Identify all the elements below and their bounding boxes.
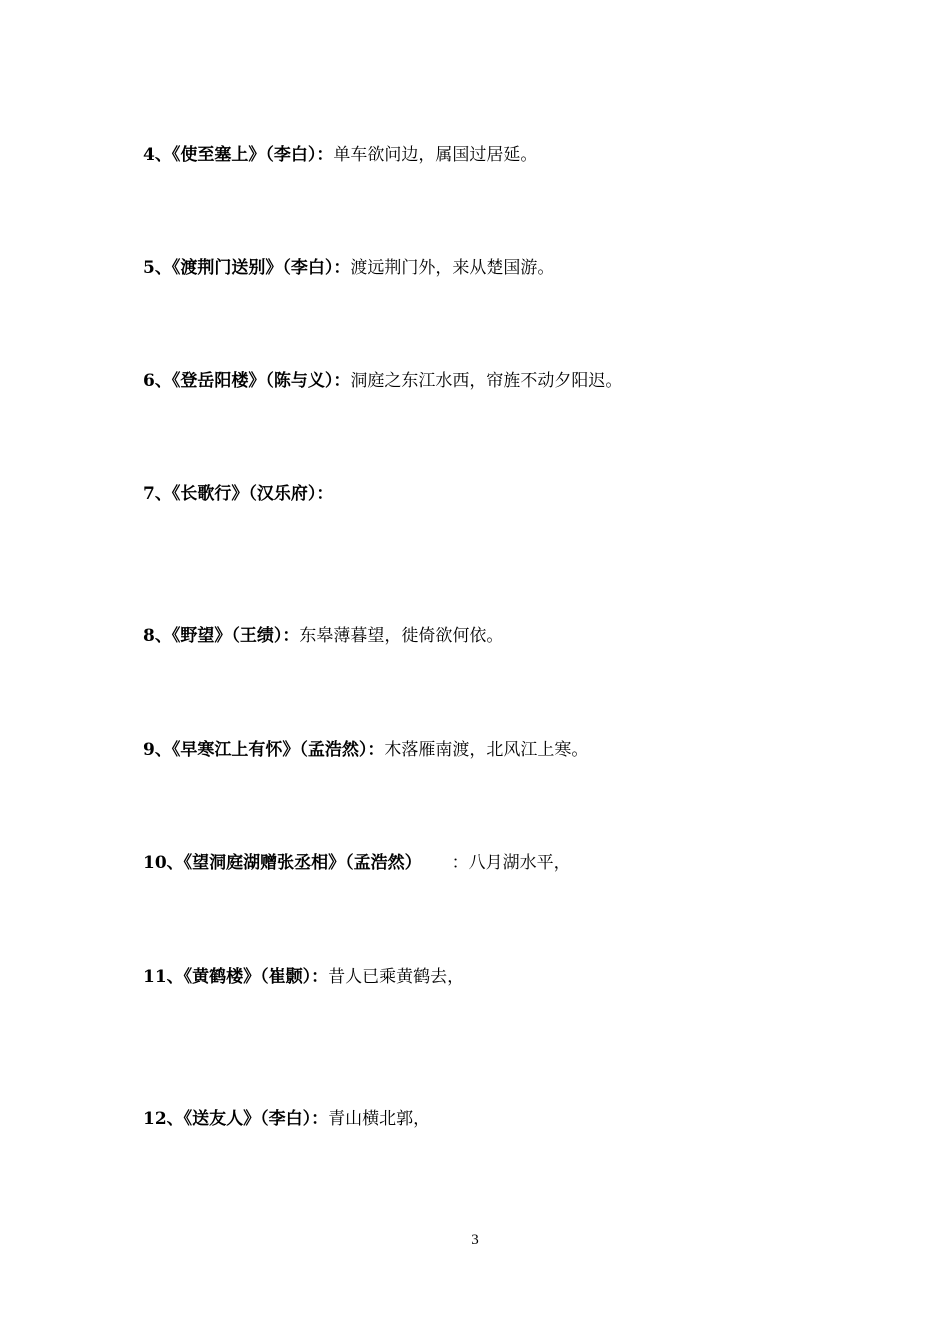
page-number: 3 xyxy=(471,1232,479,1248)
poem-entry-5 xyxy=(143,256,554,280)
poem-title: 5、《渡荆门送别》（李白）： xyxy=(143,258,351,278)
poem-entry-10 xyxy=(143,851,571,875)
poem-title: 7、《长歌行》（汉乐府）： xyxy=(143,484,334,504)
poem-title: 9、《早寒江上有怀》（孟浩然）： xyxy=(143,740,385,760)
poem-entry-9 xyxy=(143,738,588,762)
poem-title: 6、《登岳阳楼》（陈与义）： xyxy=(143,371,351,391)
poem-entry-11 xyxy=(143,965,464,989)
poem-entry-7 xyxy=(143,482,333,506)
poem-line: 洞庭之东江水西，帘旌不动夕阳迟。 xyxy=(350,371,623,391)
poem-line: 木落雁南渡，北风江上寒。 xyxy=(384,740,589,760)
poem-line: 昔人已乘黄鹤去， xyxy=(328,967,465,987)
poem-entry-8 xyxy=(143,624,503,648)
poem-entry-6 xyxy=(143,369,622,393)
poem-title: 10、《望洞庭湖赠张丞相》（孟浩然） xyxy=(143,853,422,873)
poem-line: 东皋薄暮望，徙倚欲何依。 xyxy=(299,626,504,646)
poem-line: 青山横北郭， xyxy=(328,1109,431,1129)
poem-entry-12 xyxy=(143,1107,430,1131)
poem-line: 渡远荆门外，来从楚国游。 xyxy=(350,258,555,278)
poem-line: ：八月湖水平， xyxy=(451,853,571,873)
poem-line: 单车欲问边，属国过居延。 xyxy=(333,145,538,165)
poem-title: 11、《黄鹤楼》（崔颢）： xyxy=(143,967,329,987)
poem-entry-4 xyxy=(143,143,537,167)
poem-title: 12、《送友人》（李白）： xyxy=(143,1109,329,1129)
poem-title: 8、《野望》（王绩）： xyxy=(143,626,300,646)
poem-title: 4、《使至塞上》（李白）： xyxy=(143,145,334,165)
